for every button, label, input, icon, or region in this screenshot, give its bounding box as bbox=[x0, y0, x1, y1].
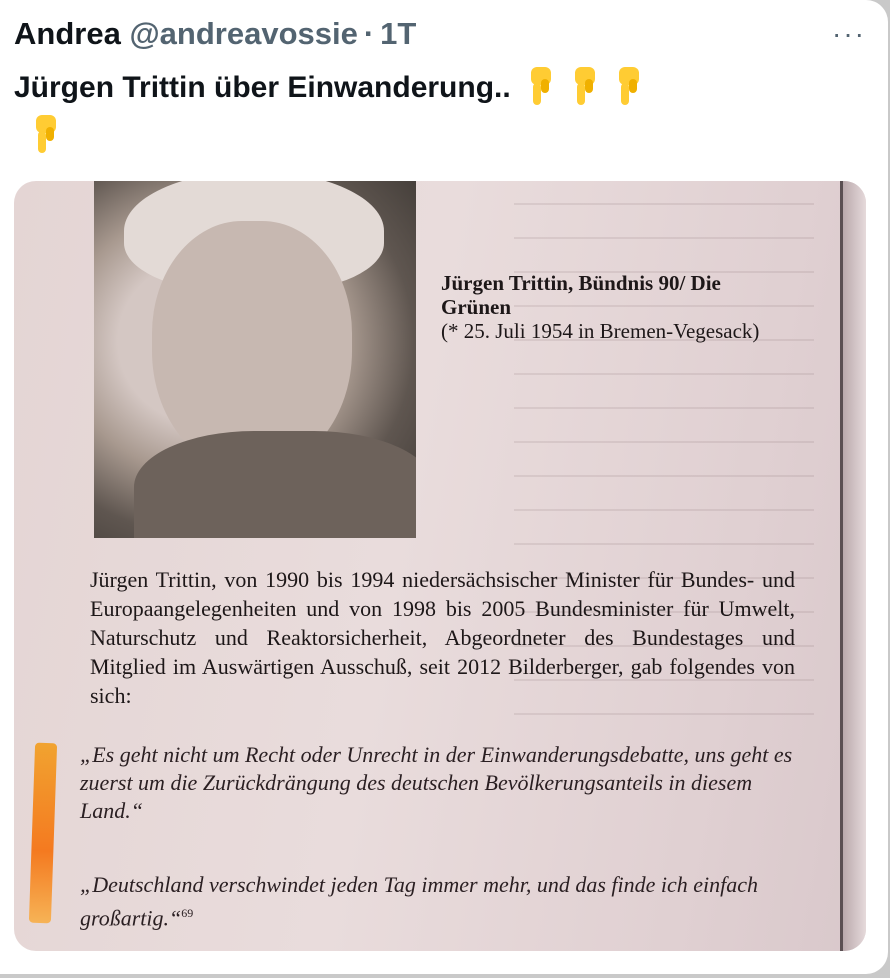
quote-1: „Es geht nicht um Recht oder Unrecht in der Einwanderungsdebatte, uns geht es zuerst um die Zurückdrängung des deutschen Bevölkerungsanteils in diesem Land.“ bbox=[80, 742, 793, 823]
tweet-header bbox=[14, 16, 416, 56]
footnote-marker: 69 bbox=[181, 906, 194, 920]
author-handle[interactable]: @andreavossie bbox=[129, 16, 358, 51]
pointing-down-icon bbox=[563, 65, 599, 107]
quote-2 bbox=[80, 871, 800, 932]
tweet-image[interactable] bbox=[14, 181, 866, 951]
more-options-button[interactable]: ··· bbox=[832, 18, 866, 49]
pointing-down-icon bbox=[607, 65, 643, 107]
portrait-photo bbox=[94, 181, 416, 538]
quote-2-text: „Deutschland verschwindet jeden Tag immer mehr, und das finde ich einfach großartig.“ bbox=[80, 872, 759, 931]
separator: · bbox=[363, 16, 375, 51]
author-name[interactable]: Andrea bbox=[14, 16, 121, 51]
tweet-body: Jürgen Trittin über Einwanderung.. bbox=[14, 71, 511, 104]
caption-born: (* 25. Juli 1954 in Bremen-Vegesack) bbox=[441, 319, 760, 343]
caption-name: Jürgen Trittin, Bündnis 90/ Die Grünen bbox=[441, 271, 721, 319]
photo-caption bbox=[441, 271, 761, 343]
pointing-down-icon bbox=[24, 113, 60, 155]
pointing-down-icon bbox=[519, 65, 555, 107]
book-spine-edge bbox=[840, 181, 866, 951]
highlighter-mark bbox=[29, 743, 57, 924]
timestamp[interactable]: 1T bbox=[380, 16, 417, 51]
biography-text: Jürgen Trittin, von 1990 bis 1994 niedersächsischer Minister für Bundes- und Europaangelegenheiten und von 1998 bis 2005 Bundesminister für Umwelt, Naturschutz und Reaktorsicherheit, Abgeordneter des Bundestages und Mitglied im Auswärtigen Ausschuß, seit 2012 Bilderberger, gab folgendes von sich: bbox=[90, 567, 795, 708]
portrait-shirt bbox=[134, 431, 416, 538]
tweet-text bbox=[14, 64, 854, 160]
